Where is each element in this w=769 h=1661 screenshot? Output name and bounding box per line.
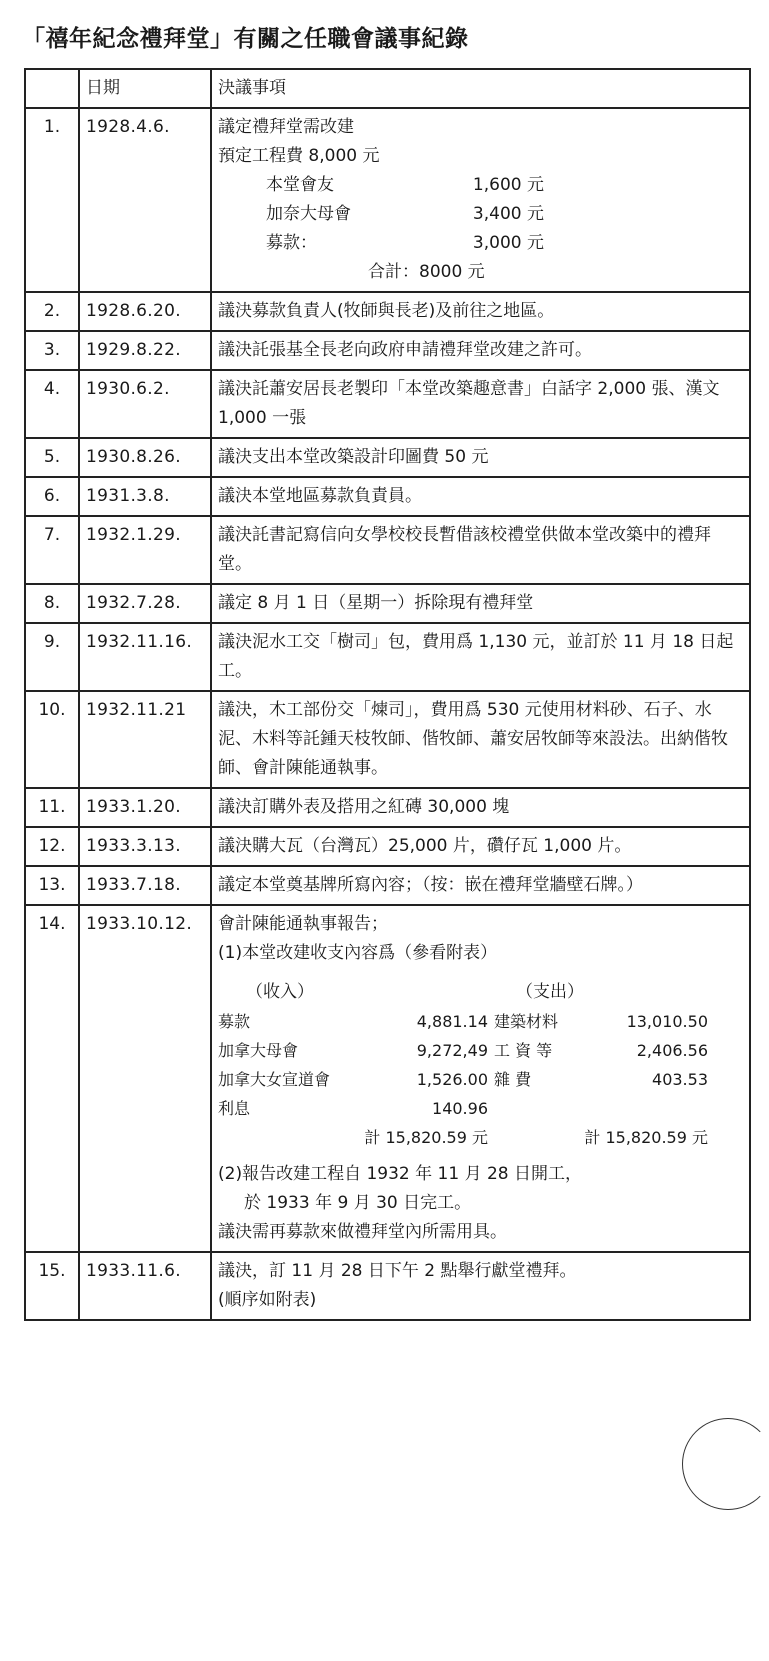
resolution-line: (1)本堂改建收支內容爲（參看附表）: [218, 943, 498, 963]
budget-item-value: 3,000 元: [472, 233, 544, 253]
income-value: 140.96: [432, 1099, 488, 1118]
row-date: 1930.6.2.: [79, 370, 211, 438]
row-number: 9.: [25, 623, 79, 691]
row-date: 1930.8.26.: [79, 438, 211, 477]
income-value: 1,526.00: [416, 1070, 488, 1089]
row-date: 1928.4.6.: [79, 108, 211, 292]
row-resolution: 議決募款負責人(牧師與長老)及前往之地區。: [211, 292, 750, 331]
row-date: 1932.11.16.: [79, 623, 211, 691]
row-resolution: [211, 1252, 750, 1320]
budget-item-value: 1,600 元: [472, 175, 544, 195]
row-resolution: 議定本堂奠基牌所寫內容；（按：嵌在禮拜堂牆壁石牌。）: [211, 866, 750, 905]
row-number: 11.: [25, 788, 79, 827]
row-resolution: 議決本堂地區募款負責員。: [211, 477, 750, 516]
expense-heading: （支出）: [516, 982, 584, 1002]
row-resolution: [211, 108, 750, 292]
header-date: 日期: [79, 69, 211, 108]
document-title: 「禧年紀念禮拜堂」有關之任職會議事紀錄: [22, 26, 469, 52]
budget-item: [218, 171, 743, 200]
expense-label: 建築材料: [494, 1012, 559, 1031]
table-row: [25, 788, 750, 827]
income-label: 加拿大女宣道會: [218, 1070, 331, 1089]
finance-headings: [218, 978, 743, 1007]
resolution-line: 預定工程費 8,000 元: [218, 146, 380, 166]
row-date: 1929.8.22.: [79, 331, 211, 370]
expense-label: [488, 1094, 608, 1123]
row-date: 1933.3.13.: [79, 827, 211, 866]
row-date: 1933.7.18.: [79, 866, 211, 905]
table-header-row: [25, 69, 750, 108]
table-row: [25, 516, 750, 584]
resolution-line: 議決需再募款來做禮拜堂內所需用具。: [218, 1222, 507, 1242]
budget-item-label: 募款：: [266, 233, 317, 253]
budget-item-label: 加奈大母會: [266, 204, 351, 224]
row-number: 10.: [25, 691, 79, 788]
row-number: 2.: [25, 292, 79, 331]
table-row: [25, 438, 750, 477]
table-row: [25, 905, 750, 1252]
income-total: 計 15,820.59 元: [364, 1128, 488, 1147]
budget-item-value: 3,400 元: [472, 204, 544, 224]
budget-item: [218, 229, 743, 258]
finance-row: [218, 1065, 743, 1094]
resolution-line: 於 1933 年 9 月 30 日完工。: [244, 1193, 472, 1213]
table-row: [25, 370, 750, 438]
row-date: 1931.3.8.: [79, 477, 211, 516]
budget-total: 合計：8000 元: [368, 262, 485, 282]
expense-total: 計 15,820.59 元: [584, 1128, 708, 1147]
table-row: [25, 691, 750, 788]
row-resolution: 議決託張基全長老向政府申請禮拜堂改建之許可。: [211, 331, 750, 370]
row-number: 6.: [25, 477, 79, 516]
budget-item: [218, 200, 743, 229]
budget-item-label: 本堂會友: [266, 175, 334, 195]
row-resolution: 議決支出本堂改築設計印圖費 50 元: [211, 438, 750, 477]
row-date: 1933.1.20.: [79, 788, 211, 827]
table-row: [25, 292, 750, 331]
table-row: [25, 331, 750, 370]
resolution-line: 議決，訂 11 月 28 日下午 2 點舉行獻堂禮拜。: [218, 1261, 577, 1281]
row-resolution: 議定 8 月 1 日（星期一）拆除現有禮拜堂: [211, 584, 750, 623]
row-number: 8.: [25, 584, 79, 623]
resolution-line: 議定禮拜堂需改建: [218, 117, 354, 137]
row-resolution: 議決，木工部份交「煉司」，費用爲 530 元使用材料砂、石子、水泥、木料等託鍾天枝牧師、偕牧師、蕭安居牧師等來設法。出納偕牧師、會計陳能通執事。: [211, 691, 750, 788]
expense-value: 403.53: [652, 1070, 708, 1089]
header-resolution: 決議事項: [211, 69, 750, 108]
expense-value: [608, 1094, 708, 1123]
income-label: 加拿大母會: [218, 1041, 299, 1060]
table-row: [25, 866, 750, 905]
circle-mark: [682, 1418, 769, 1510]
finance-row: [218, 1036, 743, 1065]
resolution-note: (順序如附表): [218, 1290, 317, 1310]
row-resolution: 議決託蕭安居長老製印「本堂改築趣意書」白話字 2,000 張、漢文 1,000 一張: [211, 370, 750, 438]
row-date: 1933.10.12.: [79, 905, 211, 1252]
table-row: [25, 477, 750, 516]
expense-value: 2,406.56: [636, 1041, 708, 1060]
row-date: 1928.6.20.: [79, 292, 211, 331]
table-row: [25, 1252, 750, 1320]
row-number: 13.: [25, 866, 79, 905]
income-value: 4,881.14: [416, 1012, 488, 1031]
table-row: [25, 827, 750, 866]
resolution-line: 會計陳能通執事報告；: [218, 914, 388, 934]
row-number: 1.: [25, 108, 79, 292]
row-resolution: 議決泥水工交「樹司」包，費用爲 1,130 元，並訂於 11 月 18 日起工。: [211, 623, 750, 691]
row-number: 14.: [25, 905, 79, 1252]
row-resolution: 議決購大瓦（台灣瓦）25,000 片，礸仔瓦 1,000 片。: [211, 827, 750, 866]
row-resolution: 議決託書記寫信向女學校校長暫借該校禮堂供做本堂改築中的禮拜堂。: [211, 516, 750, 584]
row-date: 1933.11.6.: [79, 1252, 211, 1320]
expense-value: 13,010.50: [626, 1012, 708, 1031]
income-value: 9,272,49: [416, 1041, 488, 1060]
income-heading: （收入）: [246, 982, 314, 1002]
row-number: 4.: [25, 370, 79, 438]
expense-label: 雜 費: [494, 1070, 532, 1089]
row-date: 1932.1.29.: [79, 516, 211, 584]
row-resolution: [211, 905, 750, 1252]
row-number: 15.: [25, 1252, 79, 1320]
row-number: 5.: [25, 438, 79, 477]
finance-totals: [218, 1123, 743, 1152]
minutes-table: [24, 68, 751, 1321]
table-row: [25, 623, 750, 691]
finance-row: [218, 1094, 743, 1123]
row-number: 12.: [25, 827, 79, 866]
row-resolution: 議決訂購外表及搭用之紅磚 30,000 塊: [211, 788, 750, 827]
row-date: 1932.7.28.: [79, 584, 211, 623]
row-date: 1932.11.21: [79, 691, 211, 788]
header-number: [25, 69, 79, 108]
income-label: 利息: [218, 1099, 251, 1118]
resolution-line: (2)報告改建工程自 1932 年 11 月 28 日開工，: [218, 1164, 583, 1184]
row-number: 3.: [25, 331, 79, 370]
expense-label: 工 資 等: [494, 1041, 553, 1060]
finance-row: [218, 1007, 743, 1036]
table-row: [25, 584, 750, 623]
income-label: 募款: [218, 1012, 251, 1031]
row-number: 7.: [25, 516, 79, 584]
table-row: [25, 108, 750, 292]
